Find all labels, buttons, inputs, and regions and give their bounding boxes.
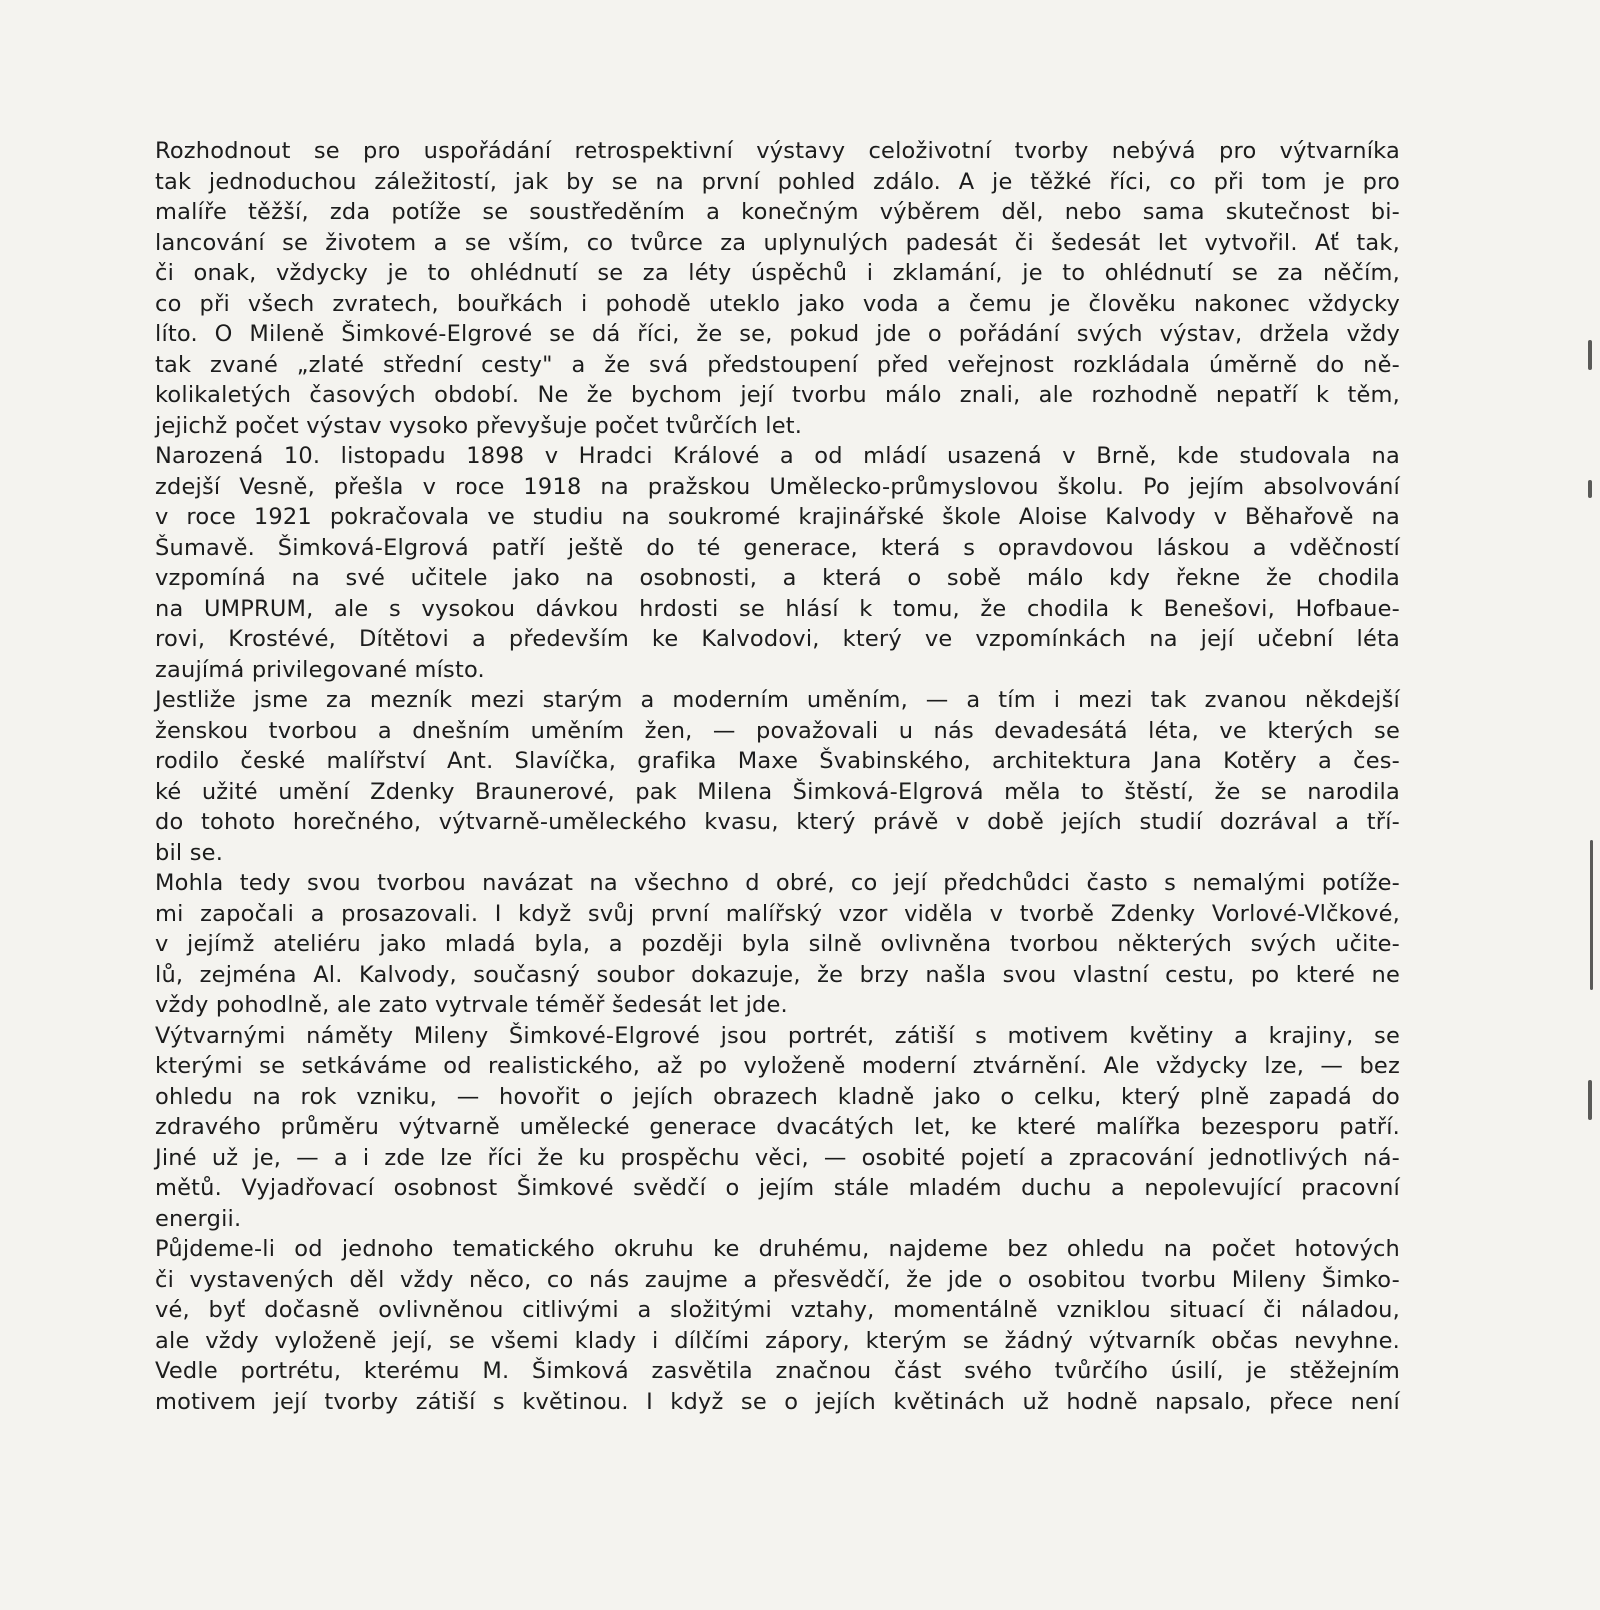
- text-line: Mohla tedy svou tvorbou navázat na všechno d obré, co její předchůdci často s nemalými potíže-: [155, 870, 1400, 896]
- text-line: či onak, vždycky je to ohlédnutí se za léty úspěchů i zklamání, je to ohlédnutí se za něčím,: [155, 260, 1400, 286]
- body-text: [155, 136, 1400, 1417]
- text-line: ale vždy vyloženě její, se všemi klady i dílčími zápory, kterým se žádný výtvarník občas nevyhne.: [155, 1327, 1400, 1354]
- text-line: na UMPRUM, ale s vysokou dávkou hrdosti se hlásí k tomu, že chodila k Benešovi, Hofbaue-: [155, 595, 1400, 622]
- paragraph: [155, 1234, 1400, 1417]
- text-line: vždy pohodlně, ale zato vytrvale téměř šedesát let jde.: [155, 992, 788, 1018]
- text-line: lancování se životem a se vším, co tvůrce za uplynulých padesát či šedesát let vytvořil. Ať tak,: [155, 229, 1400, 256]
- text-line: ženskou tvorbou a dnešním uměním žen, — považovali u nás devadesátá léta, ve kterých se: [155, 717, 1400, 744]
- text-line: Půjdeme-li od jednoho tematického okruhu ke druhému, najdeme bez ohledu na počet hotových: [155, 1236, 1400, 1262]
- text-line: v roce 1921 pokračovala ve studiu na soukromé krajinářské škole Aloise Kalvody v Běhařově na: [155, 504, 1400, 530]
- text-line: Vedle portrétu, kterému M. Šimková zasvětila značnou část svého tvůrčího úsilí, je stěžejním: [155, 1358, 1400, 1384]
- text-line: ohledu na rok vzniku, — hovořit o jejích obrazech kladně jako o celku, který plně zapadá do: [155, 1083, 1400, 1110]
- scan-edge-mark: [1590, 840, 1593, 990]
- text-line: bil se.: [155, 839, 224, 866]
- scan-edge-mark: [1588, 340, 1592, 370]
- text-line: Rozhodnout se pro uspořádání retrospektivní výstavy celoživotní tvorby nebývá pro výtvarníka: [155, 138, 1400, 164]
- text-line: Výtvarnými náměty Mileny Šimkové-Elgrové jsou portrét, zátiší s motivem květiny a krajiny, se: [155, 1022, 1400, 1049]
- text-line: vé, byť dočasně ovlivněnou citlivými a složitými vztahy, momentálně vzniklou situací či náladou,: [155, 1297, 1400, 1323]
- scan-edge-mark: [1588, 480, 1592, 498]
- paragraph: [155, 685, 1400, 868]
- paragraph: [155, 441, 1400, 685]
- paragraph: [155, 136, 1400, 441]
- text-line: Šumavě. Šimková-Elgrová patří ještě do té generace, která s opravdovou láskou a vděčností: [155, 534, 1400, 561]
- text-line: ké užité umění Zdenky Braunerové, pak Milena Šimková-Elgrová měla to štěstí, že se narodila: [155, 778, 1400, 805]
- text-line: co při všech zvratech, bouřkách i pohodě uteklo jako voda a čemu je člověku nakonec vždycky: [155, 290, 1400, 317]
- text-line: či vystavených děl vždy něco, co nás zaujme a přesvědčí, že jde o osobitou tvorbu Mileny Šimko-: [155, 1266, 1400, 1293]
- text-line: mětů. Vyjadřovací osobnost Šimkové svědčí o jejím stále mladém duchu a nepolevující pracovní: [155, 1175, 1400, 1201]
- text-line: tak jednoduchou záležitostí, jak by se na první pohled zdálo. A je těžké říci, co při tom je pro: [155, 168, 1400, 195]
- text-line: v jejímž ateliéru jako mladá byla, a později byla silně ovlivněna tvorbou některých svých učite-: [155, 931, 1400, 957]
- text-line: Narozená 10. listopadu 1898 v Hradci Králové a od mládí usazená v Brně, kde studovala na: [155, 443, 1400, 469]
- text-line: rodilo české malířství Ant. Slavíčka, grafika Maxe Švabinského, architektura Jana Kotěry a čes-: [155, 748, 1400, 774]
- text-line: rovi, Krostévé, Dítětovi a především ke Kalvodovi, který ve vzpomínkách na její učební léta: [155, 626, 1400, 652]
- scan-edge-mark: [1588, 1080, 1592, 1120]
- text-line: kolikaletých časových období. Ne že bychom její tvorbu málo znali, ale rozhodně nepatří k těm,: [155, 382, 1400, 408]
- text-line: malíře těžší, zda potíže se soustředěním a konečným výběrem děl, nebo sama skutečnost bi-: [155, 199, 1400, 225]
- text-line: zdravého průměru výtvarně umělecké generace dvacátých let, ke které malířka bezesporu patří.: [155, 1114, 1400, 1140]
- paragraph: [155, 868, 1400, 1021]
- text-line: Jiné už je, — a i zde lze říci že ku prospěchu věci, — osobité pojetí a zpracování jednotlivých ná-: [155, 1144, 1400, 1171]
- text-line: vzpomíná na své učitele jako na osobnosti, a která o sobě málo kdy řekne že chodila: [155, 565, 1400, 591]
- text-line: lů, zejména Al. Kalvody, současný soubor dokazuje, že brzy našla svou vlastní cestu, po které ne: [155, 961, 1400, 988]
- text-line: Jestliže jsme za mezník mezi starým a moderním uměním, — a tím i mezi tak zvanou někdejší: [155, 687, 1400, 713]
- paragraph: [155, 1021, 1400, 1235]
- text-line: mi započali a prosazovali. I když svůj první malířský vzor viděla v tvorbě Zdenky Vorlové-Vlčkové,: [155, 900, 1400, 927]
- text-line: jejichž počet výstav vysoko převyšuje počet tvůrčích let.: [155, 412, 803, 439]
- text-line: motivem její tvorby zátiší s květinou. I když se o jejích květinách už hodně napsalo, přece není: [155, 1388, 1400, 1415]
- text-line: zaujímá privilegované místo.: [155, 656, 485, 683]
- text-line: tak zvané „zlaté střední cesty" a že svá předstoupení před veřejnost rozkládala úměrně do ně-: [155, 351, 1400, 378]
- text-line: zdejší Vesně, přešla v roce 1918 na pražskou Umělecko-průmyslovou školu. Po jejím absolvování: [155, 473, 1400, 500]
- text-line: kterými se setkáváme od realistického, až po vyloženě moderní ztvárnění. Ale vždycky lze, — bez: [155, 1053, 1400, 1079]
- text-line: do tohoto horečného, výtvarně-uměleckého kvasu, který právě v době jejích studií dozrával a tří-: [155, 809, 1400, 835]
- text-line: líto. O Mileně Šimkové-Elgrové se dá říci, že se, pokud jde o pořádání svých výstav, držela vždy: [155, 321, 1400, 347]
- text-line: energii.: [155, 1205, 242, 1232]
